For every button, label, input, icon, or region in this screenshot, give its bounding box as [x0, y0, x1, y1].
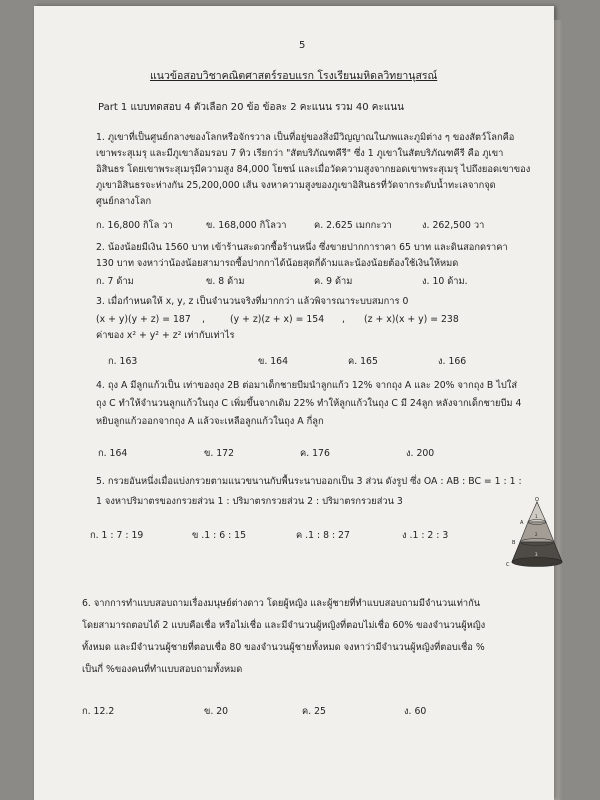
question-6-choice-d: ง. 60: [404, 706, 427, 717]
question-1-choice-d: ง. 262,500 วา: [422, 220, 485, 231]
question-3-line-1: 3. เมื่อกำหนดให้ x, y, z เป็นจำนวนจริงที่มากกว่า แล้วพิจารณาระบบสมการ 0: [96, 296, 409, 307]
question-4-choice-c: ค. 176: [300, 448, 330, 459]
cone-label-a: A: [520, 520, 524, 526]
question-4-line-3: หยิบลูกแก้วออกจากถุง A แล้วจะเหลือลูกแก้วในถุง A กี่ลูก: [96, 416, 324, 427]
question-2-line-2: 130 บาท จงหาว่าน้องน้อยสามารถซื้อปากกาได้น้อยสุดกี่ด้ามและน้องน้อยต้องใช้เงินให้หมด: [96, 258, 459, 269]
question-4-choice-b: ข. 172: [204, 448, 235, 459]
cone-label-c: C: [506, 562, 510, 568]
question-1-line-2: เขาพระสุเมรุ และมีภูเขาล้อมรอบ 7 ทิว เรียกว่า "สัตบริภัณฑคีรี" ซึ่ง 1 ภูเขาในสัตบริภัณฑคีรี คือ ภูเขา: [96, 148, 504, 159]
question-3-choice-b: ข. 164: [258, 356, 289, 367]
question-2-line-1: 2. น้องน้อยมีเงิน 1560 บาท เข้าร้านสะดวกซื้อร้านหนึ่ง ซึ่งขายปากการาคา 65 บาท และดินสอกดราคา: [96, 242, 508, 253]
cone-part-3-label: 3: [535, 552, 538, 557]
question-1-line-3: อิสินธร โดยเขาพระสุเมรุมีความสูง 84,000 โยชน์ และเมื่อวัดความสูงจากยอดเขาพระสุเมรุ ไปถึงยอดเขาของ: [96, 164, 531, 175]
question-6-line-4: เป็นกี่ %ของคนที่ทำแบบสอบถามทั้งหมด: [82, 664, 243, 675]
paper-edge-shadow: [554, 20, 562, 800]
question-1-choice-a: ก. 16,800 กิโล วา: [96, 220, 173, 231]
question-3-equation-2: (y + z)(z + x) = 154: [230, 314, 325, 325]
question-4-line-1: 4. ถุง A มีลูกแก้วเป็น เท่าของถุง 2B ต่อมาเด็กชายบีมนำลูกแก้ว 12% จากถุง A และ 20% จากถุง B ไปใส่: [96, 380, 518, 391]
page-number: 5: [299, 40, 306, 51]
cone-label-b: B: [512, 540, 516, 546]
question-2-choice-a: ก. 7 ด้าม: [96, 276, 134, 287]
page-title: แนวข้อสอบวิชาคณิตศาสตร์รอบแรก โรงเรียนมหิดลวิทยานุสรณ์: [150, 70, 438, 82]
question-6-choice-c: ค. 25: [302, 706, 326, 717]
question-5-line-1: 5. กรวยอันหนึ่งเมื่อแบ่งกรวยตามแนวขนานกับพื้นระนาบออกเป็น 3 ส่วน ดังรูป ซึ่ง OA : AB : BC = 1 : 1 :: [96, 476, 522, 487]
question-2-choice-b: ข. 8 ด้าม: [206, 276, 245, 287]
question-5-choice-a: ก. 1 : 7 : 19: [90, 530, 144, 541]
question-1-choice-b: ข. 168,000 กิโลวา: [206, 220, 287, 231]
question-3-equation-1: (x + y)(y + z) = 187: [96, 314, 191, 325]
question-3-ask: ค่าของ x² + y² + z² เท่ากับเท่าไร: [96, 330, 235, 341]
question-5-choice-b: ข .1 : 6 : 15: [192, 530, 247, 541]
question-1-choice-c: ค. 2.625 เมกกะวา: [314, 220, 392, 231]
question-5-choice-d: ง .1 : 2 : 3: [402, 530, 449, 541]
question-6-choice-b: ข. 20: [204, 706, 229, 717]
question-3-separator-1: ,: [202, 314, 205, 325]
question-3-choice-a: ก. 163: [108, 356, 138, 367]
cone-part-2-label: 2: [535, 532, 538, 537]
question-1-line-4: ภูเขาอิสินธรจะห่างกัน 25,200,000 เส้น จงหาความสูงของภูเขาอิสินธรที่วัดจากระดับน้ำทะเลจากจุด: [96, 180, 496, 191]
question-6-line-3: ทั้งหมด และมีจำนวนผู้ชายที่ตอบเชื่อ 80 ของจำนวนผู้ชายทั้งหมด จงหาว่ามีจำนวนผู้หญิงที่ตอบเชื่อ %: [82, 642, 485, 653]
question-1-line-1: 1. ภูเขาที่เป็นศูนย์กลางของโลกหรือจักรวาล เป็นที่อยู่ของสิ่งมีวิญญาณในภพและภูมิต่าง ๆ ของสัตว์โลกคือ: [96, 132, 515, 143]
question-4-choice-d: ง. 200: [406, 448, 435, 459]
cone-part-1-label: 1: [535, 514, 538, 519]
question-2-choice-c: ค. 9 ด้าม: [314, 276, 353, 287]
cone-label-o: O: [535, 497, 539, 503]
question-3-separator-2: ,: [342, 314, 345, 325]
question-3-choice-d: ง. 166: [438, 356, 467, 367]
question-2-choice-d: ง. 10 ด้าม.: [422, 276, 468, 287]
cone-figure: [506, 496, 568, 572]
question-3-choice-c: ค. 165: [348, 356, 378, 367]
question-6-choice-a: ก. 12.2: [82, 706, 115, 717]
question-4-choice-a: ก. 164: [98, 448, 128, 459]
question-1-line-5: ศูนย์กลางโลก: [96, 196, 152, 207]
question-6-line-2: โดยสามารถตอบได้ 2 แบบคือเชื่อ หรือไม่เชื่อ และมีจำนวนผู้หญิงที่ตอบไม่เชื่อ 60% ของจำนวนผู้หญิง: [82, 620, 486, 631]
question-4-line-2: ถุง C ทำให้จำนวนลูกแก้วในถุง C เพิ่มขึ้นจากเดิม 22% ทำให้ลูกแก้วในถุง C มี 24ลูก หลังจากเด็กชายบีม 4: [96, 398, 522, 409]
question-5-line-2: 1 จงหาปริมาตรของกรวยส่วน 1 : ปริมาตรกรวยส่วน 2 : ปริมาตรกรวยส่วน 3: [96, 496, 403, 507]
question-3-equation-3: (z + x)(x + y) = 238: [364, 314, 459, 325]
cone-part-1-shape: [528, 502, 546, 522]
question-6-line-1: 6. จากการทำแบบสอบถามเรื่องมนุษย์ต่างดาว โดยผู้หญิง และผู้ชายที่ทำแบบสอบถามมีจำนวนเท่ากัน: [82, 598, 481, 609]
part-heading: Part 1 แบบทดสอบ 4 ตัวเลือก 20 ข้อ ข้อละ 2 คะแนน รวม 40 คะแนน: [98, 102, 404, 113]
cone-base: [512, 558, 562, 567]
exam-page: [34, 6, 554, 800]
question-5-choice-c: ค .1 : 8 : 27: [296, 530, 350, 541]
